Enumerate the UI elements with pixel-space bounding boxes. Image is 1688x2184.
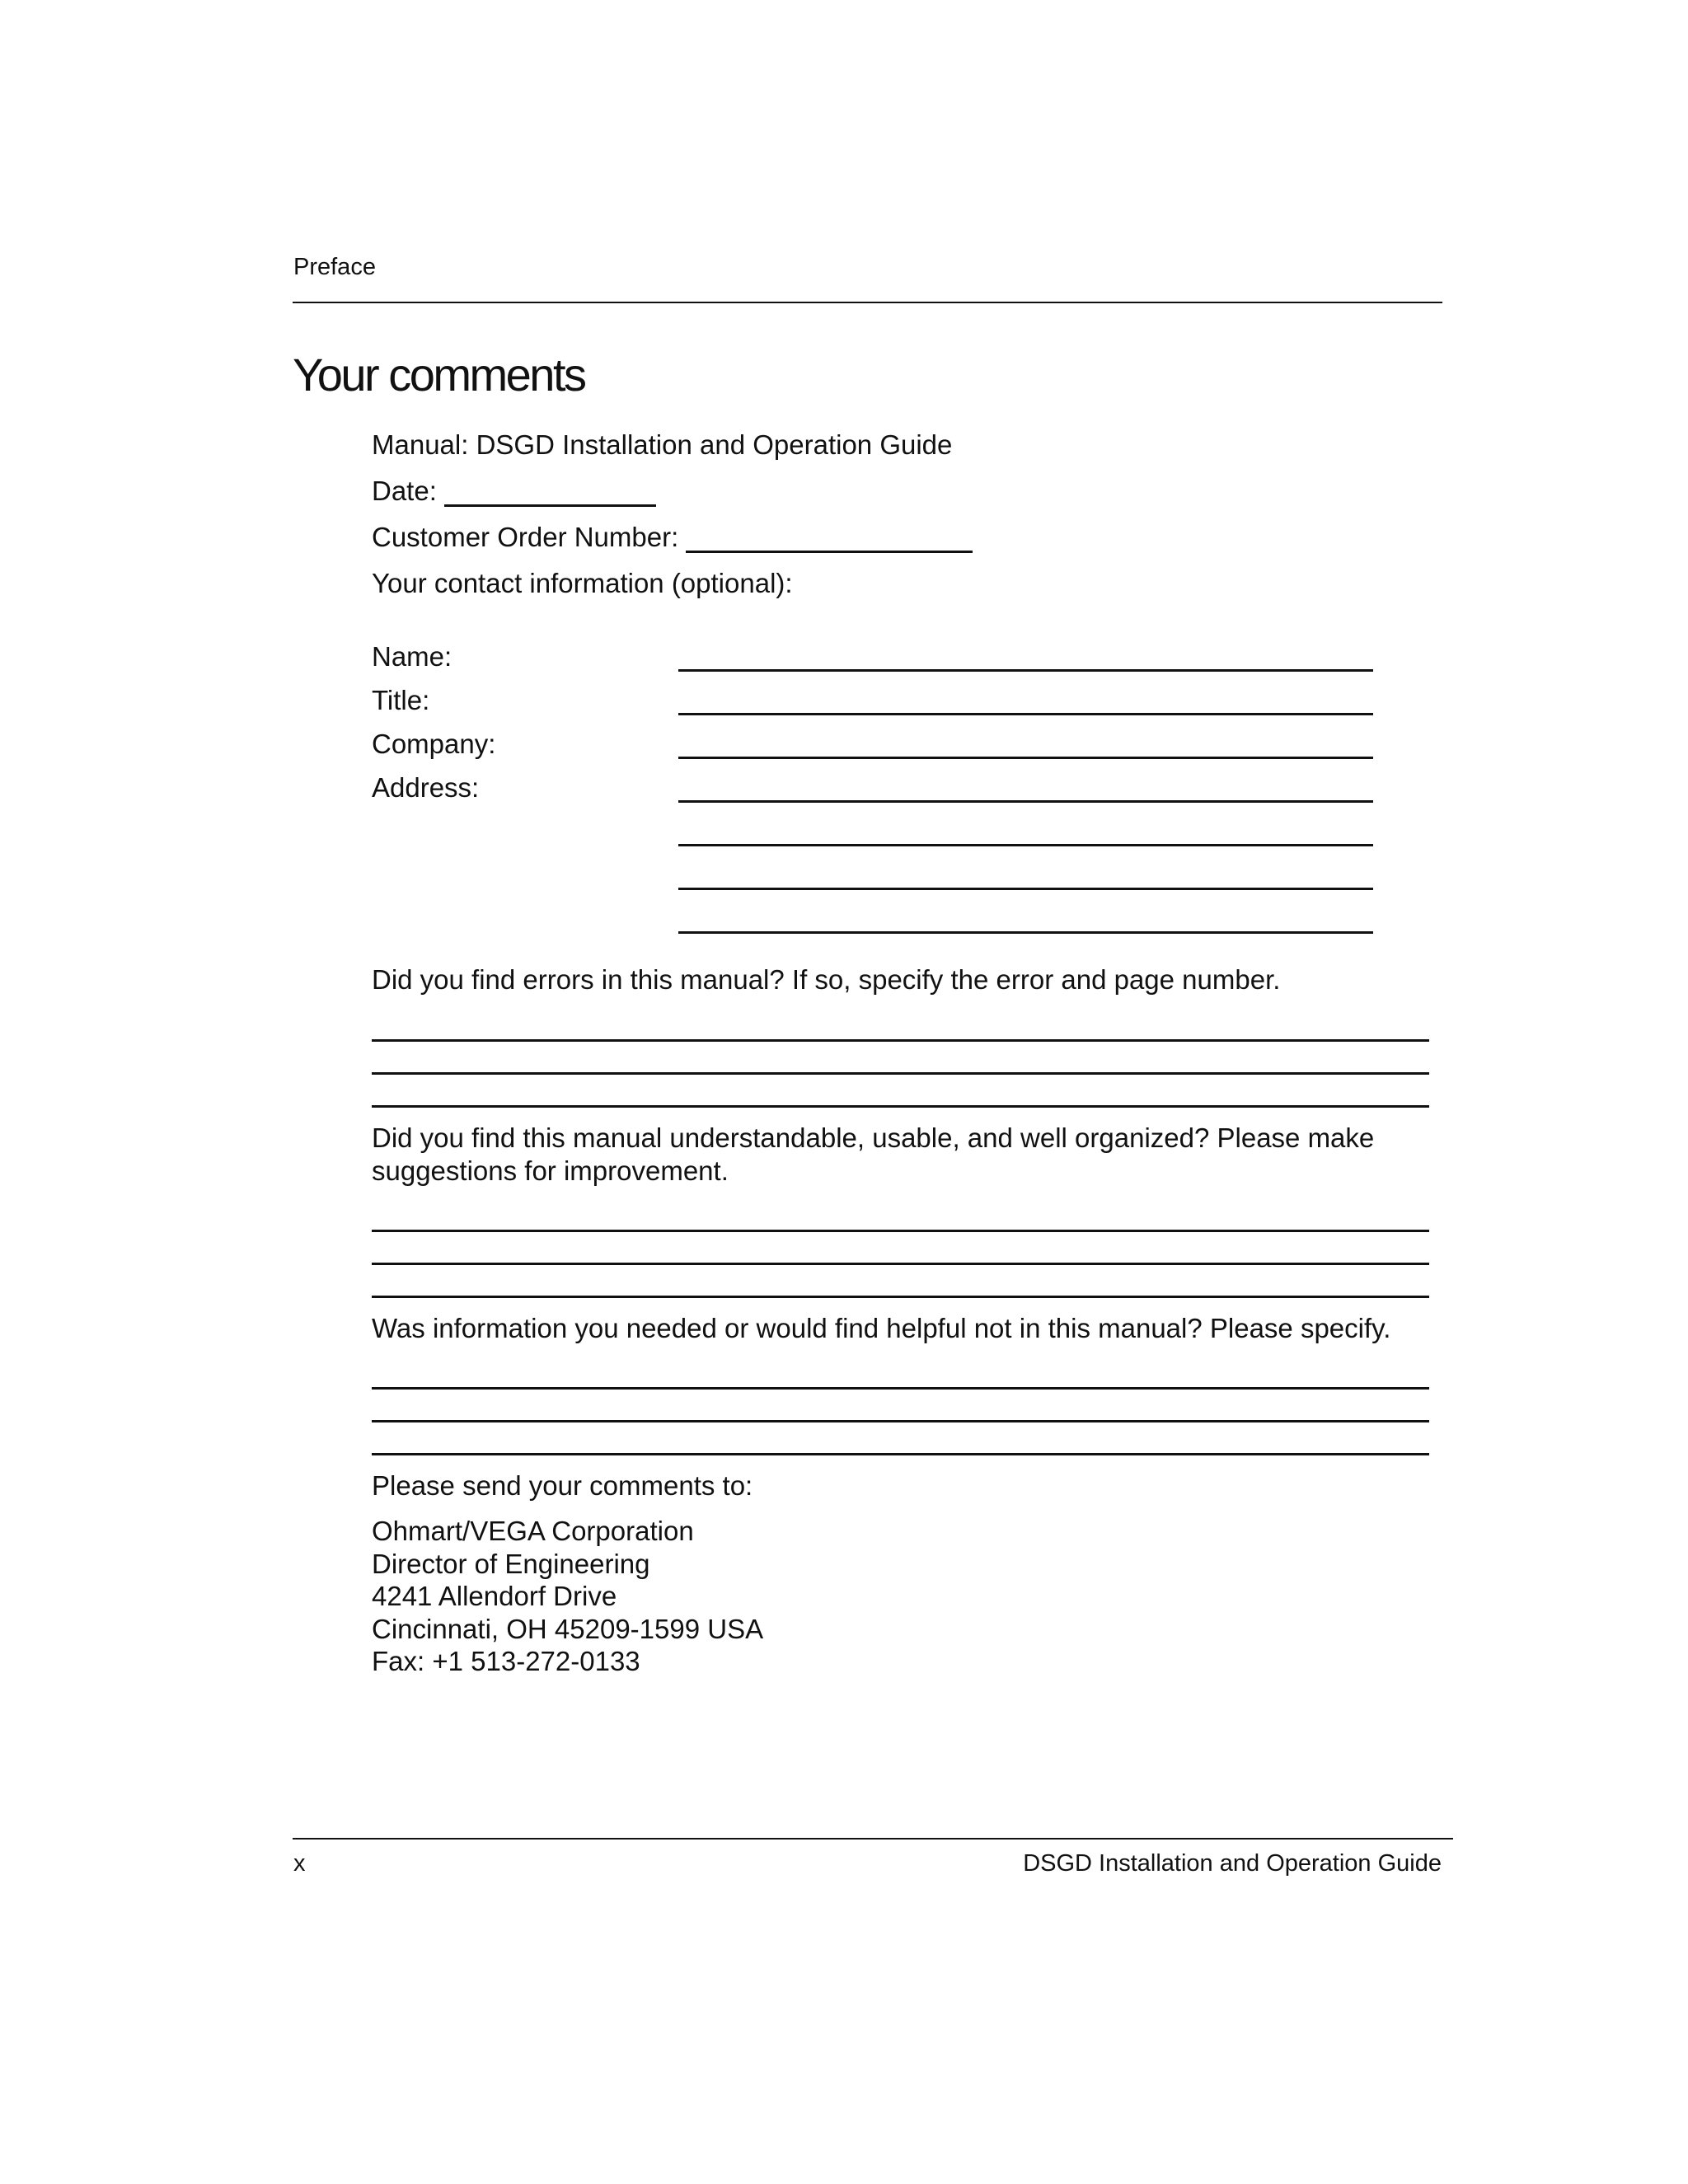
usability-answer-line-1[interactable] <box>372 1230 1429 1232</box>
footer-doc-title: DSGD Installation and Operation Guide <box>1023 1850 1442 1877</box>
order-number-blank[interactable] <box>686 551 973 553</box>
date-blank[interactable] <box>444 504 656 507</box>
errors-answer-line-1[interactable] <box>372 1039 1429 1042</box>
usability-question-line-1: Did you find this manual understandable, usable, and well organized? Please make <box>372 1122 1375 1153</box>
name-blank[interactable] <box>678 669 1373 672</box>
errors-answer-line-2[interactable] <box>372 1072 1429 1075</box>
address-blank-3[interactable] <box>678 888 1373 890</box>
address-street: 4241 Allendorf Drive <box>372 1581 617 1611</box>
address-city: Cincinnati, OH 45209-1599 USA <box>372 1613 764 1644</box>
company-blank[interactable] <box>678 757 1373 759</box>
date-label: Date: <box>372 476 437 506</box>
address-company: Ohmart/VEGA Corporation <box>372 1516 694 1546</box>
contact-info-label: Your contact information (optional): <box>372 568 793 598</box>
missing-info-answer-line-2[interactable] <box>372 1420 1429 1422</box>
mailing-address <box>372 1515 763 1678</box>
address-label: Address: <box>372 772 480 803</box>
missing-info-answer-line-3[interactable] <box>372 1453 1429 1455</box>
address-blank-1[interactable] <box>678 800 1373 803</box>
usability-answer-line-2[interactable] <box>372 1263 1429 1265</box>
running-header-section: Preface <box>293 254 376 280</box>
missing-info-answer-line-1[interactable] <box>372 1387 1429 1390</box>
address-blank-4[interactable] <box>678 931 1373 934</box>
title-label: Title: <box>372 685 430 715</box>
address-fax: Fax: +1 513-272-0133 <box>372 1646 640 1676</box>
name-label: Name: <box>372 641 452 672</box>
company-label: Company: <box>372 729 496 759</box>
missing-info-question: Was information you needed or would find helpful not in this manual? Please specify. <box>372 1313 1391 1343</box>
errors-answer-line-3[interactable] <box>372 1105 1429 1108</box>
usability-answer-line-3[interactable] <box>372 1296 1429 1298</box>
page-title: Your comments <box>293 349 585 401</box>
send-comments-label: Please send your comments to: <box>372 1470 753 1501</box>
manual-label: Manual: DSGD Installation and Operation Guide <box>372 429 953 460</box>
address-blank-2[interactable] <box>678 844 1373 846</box>
footer-rule <box>293 1838 1453 1840</box>
page-number: x <box>293 1850 306 1877</box>
order-number-label: Customer Order Number: <box>372 522 679 552</box>
usability-question-line-2: suggestions for improvement. <box>372 1155 729 1186</box>
header-rule <box>293 302 1442 303</box>
title-blank[interactable] <box>678 713 1373 715</box>
errors-question: Did you find errors in this manual? If so, specify the error and page number. <box>372 964 1281 995</box>
address-department: Director of Engineering <box>372 1548 650 1579</box>
